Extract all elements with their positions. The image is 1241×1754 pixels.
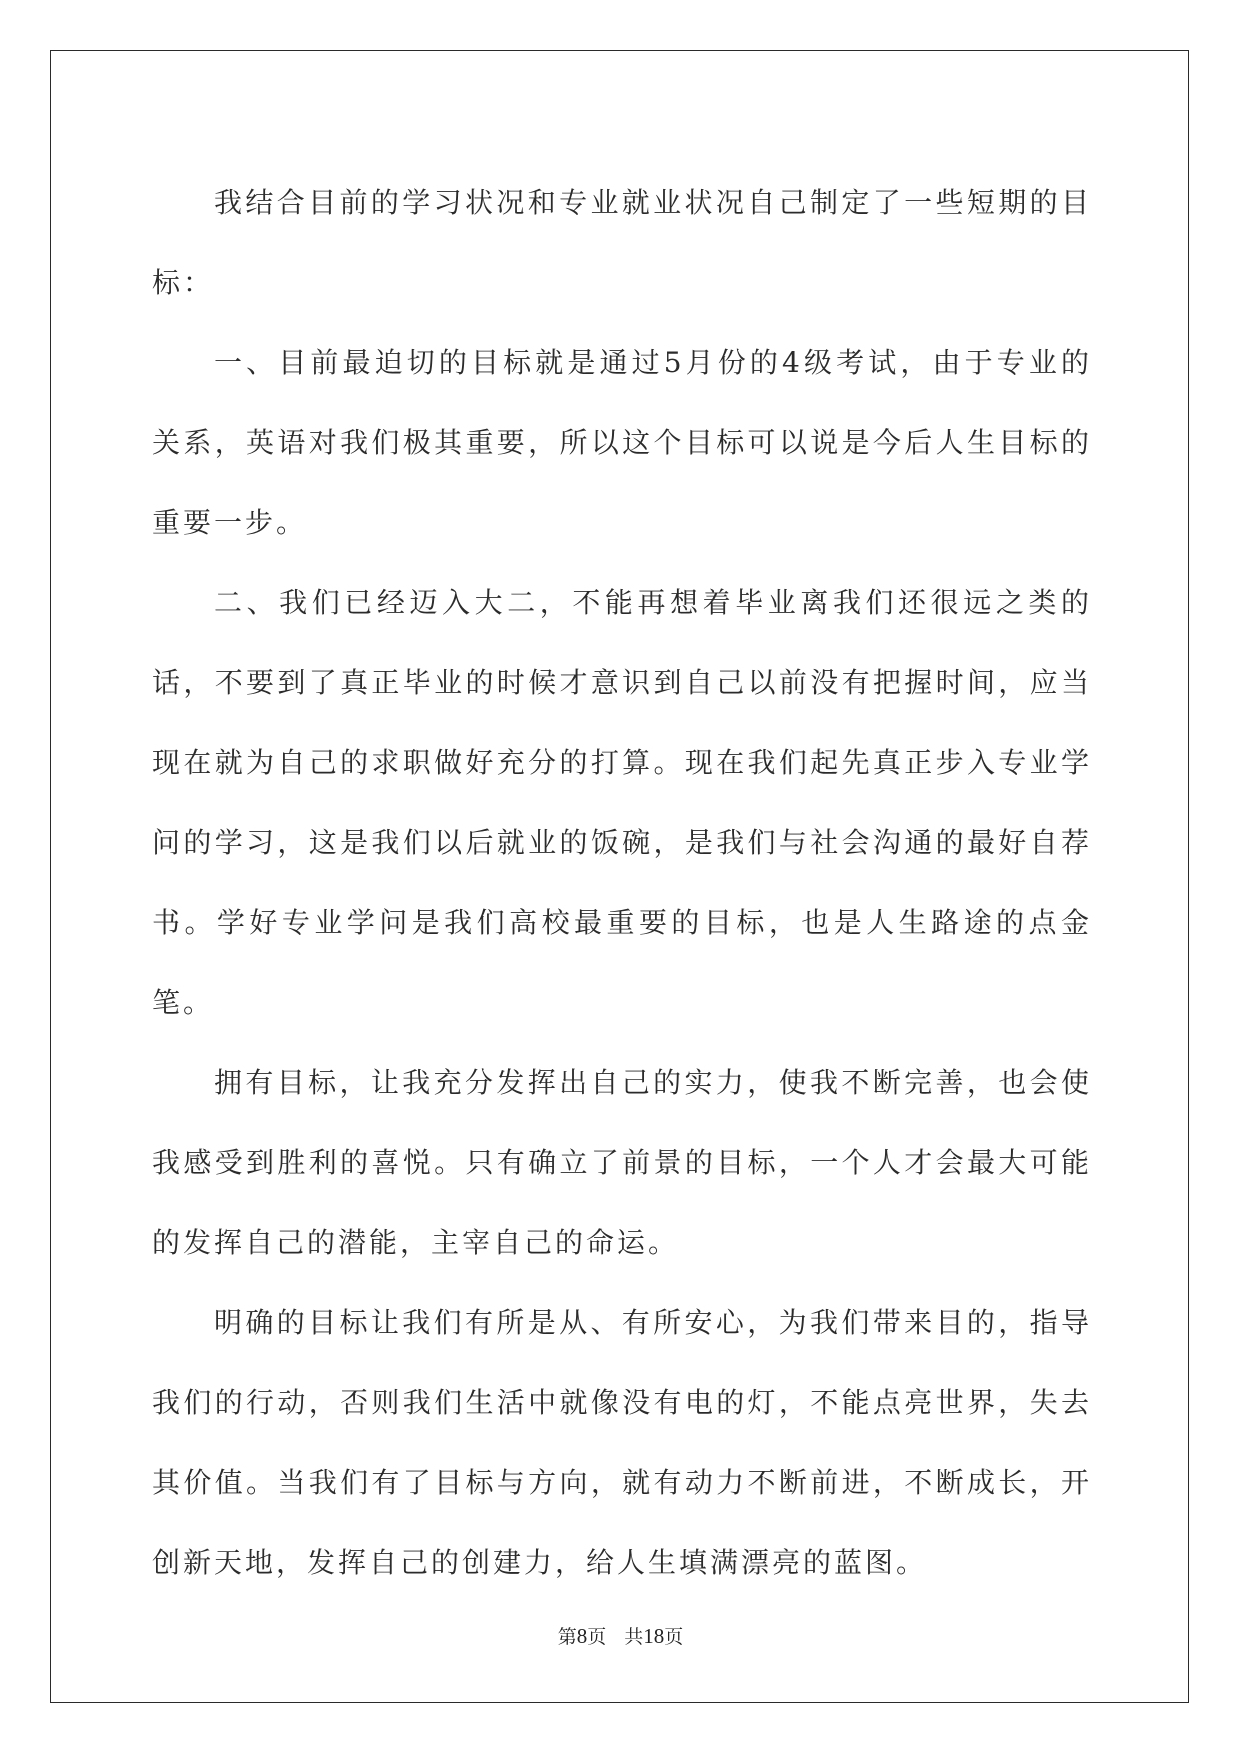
page-prefix: 第 (557, 1626, 577, 1648)
paragraph-having-goals: 拥有目标，让我充分发挥出自己的实力，使我不断完善，也会使我感受到胜利的喜悦。只有确立了前景的目标，一个人才会最大可能的发挥自己的潜能，主宰自己的命运。 (152, 1066, 1092, 1259)
total-prefix: 共 (624, 1626, 644, 1648)
paragraph-intro: 我结合目前的学习状况和专业就业状况自己制定了一些短期的目标： (152, 186, 1092, 299)
current-page-number: 8 (576, 1624, 588, 1648)
page-footer (0, 1622, 1241, 1649)
page-suffix: 页 (587, 1626, 607, 1648)
paragraph-goal-two: 二、我们已经迈入大二，不能再想着毕业离我们还很远之类的话，不要到了真正毕业的时候才意识到自己以前没有把握时间，应当现在就为自己的求职做好充分的打算。现在我们起先真正步入专业学问的学习，这是我们以后就业的饭碗，是我们与社会沟通的最好自荐书。学好专业学问是我们高校最重要的目标，也是人生路途的点金笔。 (152, 586, 1092, 1019)
document-body (152, 163, 1092, 1603)
paragraph-clear-goals: 明确的目标让我们有所是从、有所安心，为我们带来目的，指导我们的行动，否则我们生活中就像没有电的灯，不能点亮世界，失去其价值。当我们有了目标与方向，就有动力不断前进，不断成长，开创新天地，发挥自己的创建力，给人生填满漂亮的蓝图。 (152, 1306, 1092, 1579)
total-suffix: 页 (664, 1626, 684, 1648)
total-page-count: 18 (643, 1624, 665, 1648)
paragraph-goal-one: 一、目前最迫切的目标就是通过5月份的4级考试，由于专业的关系，英语对我们极其重要，所以这个目标可以说是今后人生目标的重要一步。 (152, 346, 1092, 539)
